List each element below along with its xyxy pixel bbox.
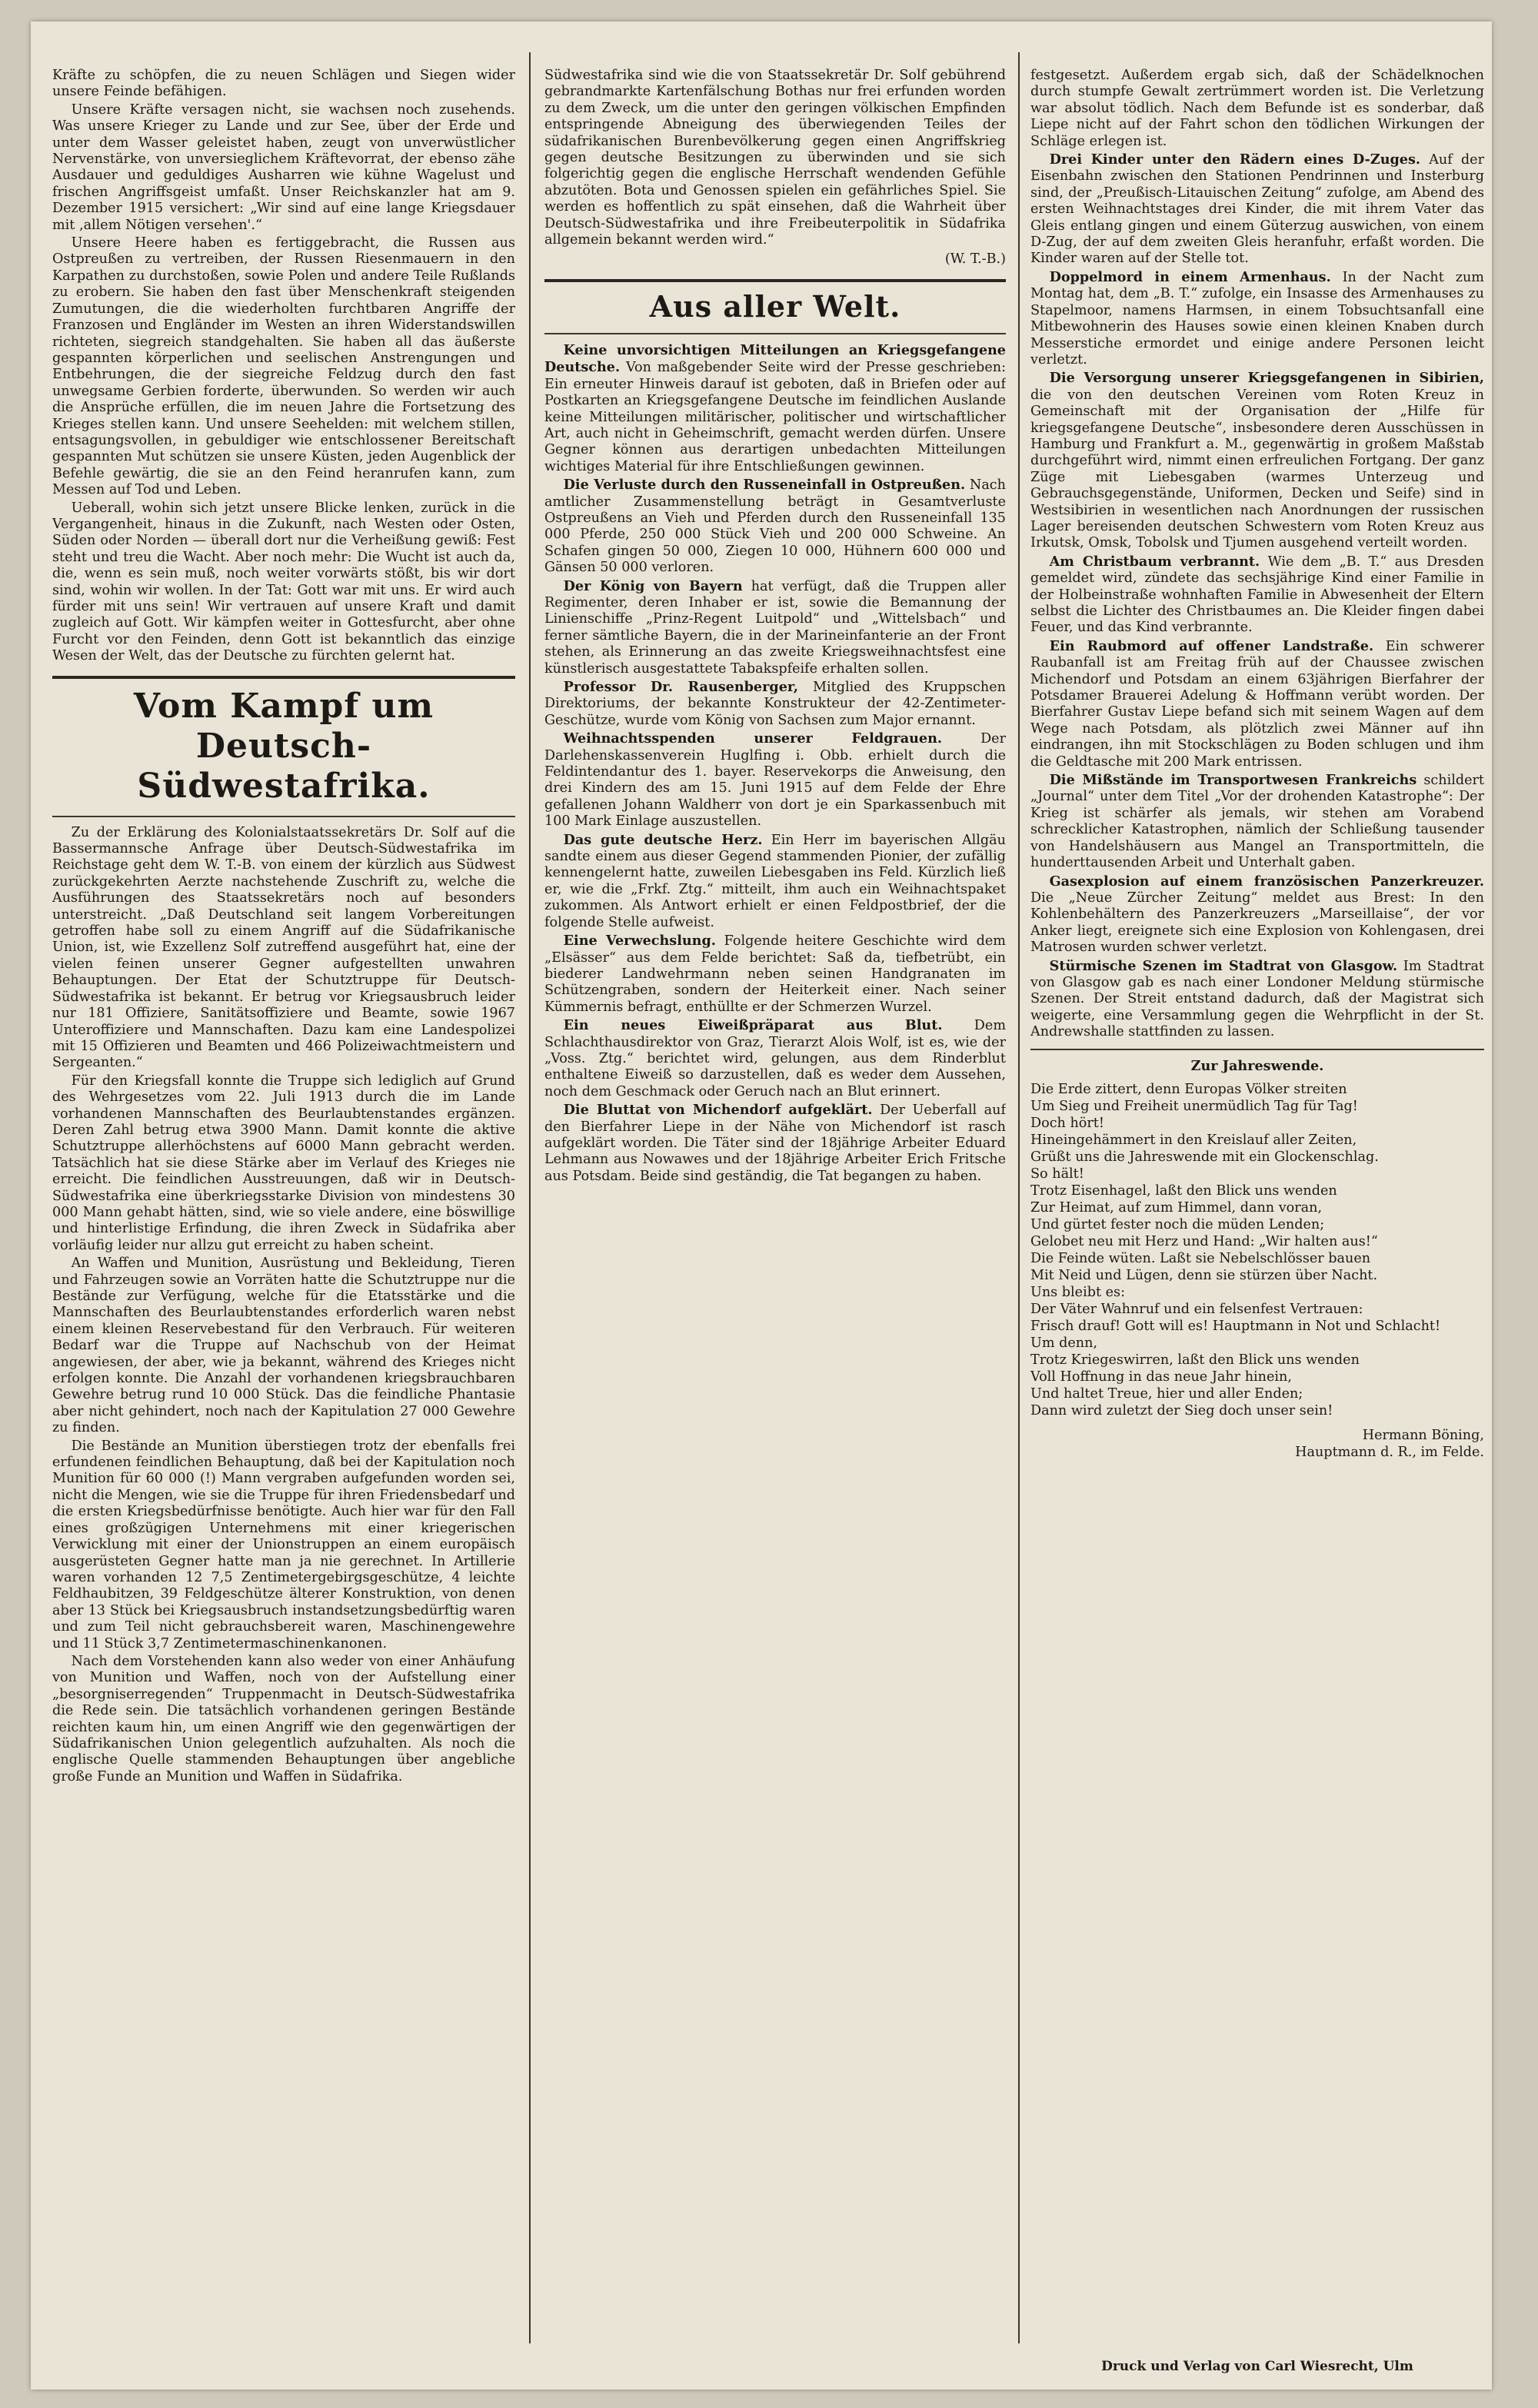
news-item [1030,269,1484,368]
news-item [544,477,1006,576]
item-body: Ein Herr im bayerischen Allgäu sandte einem aus dieser Gegend stammenden Pionier, der zufällig kennengelernt hatte, zuweilen Liebesgaben ins Feld. Kürzlich ließ er, wie die „Frkf. Ztg.“ mitteilt, ihm auch ein Weihnachtspaket zukommen. Als Antwort erhielt er einen Feldpostbrief, der die folgende Stelle aufweist. [544,832,1006,930]
item-title: Eine Verwechslung. [563,933,716,950]
news-item [544,679,1006,729]
item-title: Ein Raubmord auf offener Landstraße. [1049,637,1374,654]
item-body: Der Darlehenskassenverein Huglfing i. Obb. erhielt durch die Feldintendantur des 1. bayer. Reservekorps die Anweisung, den drei Kindern des am 15. Juni 1915 auf dem Felde der Ehre gefallenen Johann Waldherr von dort je ein Sparkassenbuch mit 100 Mark Einlage auszustellen. [544,731,1006,830]
news-item [544,832,1006,931]
right-column [1030,68,1484,2320]
item-title: Am Christbaum verbrannt. [1049,553,1260,570]
news-item [1030,151,1484,268]
item-body: Wie dem „B. T.“ aus Dresden gemeldet wird, zündete das sechsjährige Kind einer Familie in der Holbeinstraße wohnhaften Familie in Abwesenheit der Eltern selbst die Lichter des Christbaumes an. Die Kleider fingen dabei Feuer, und das Kind verbrannte. [1030,554,1484,636]
section-divider [1030,1049,1484,1050]
article-text: An Waffen und Munition, Ausrüstung und Bekleidung, Tieren und Fahrzeugen sowie an Vorräten hatte die Schutztruppe nur die Bestände zur Verfügung, welche für die Etatsstärke und die Mannschaften des Beurlaubtenstandes erforderlich waren nebst einem kleinen Reservebestand für den Verbrauch. Für weiteren Bedarf war die Truppe auf Nachschub von der Heimat angewiesen, der aber, wie ja bekannt, während des Krieges nicht erfolgen konnte. Die Anzahl der vorhandenen kriegsbrauchbaren Gewehre betrug rund 10 000 Stück. Das die feindliche Phantasie aber nicht gehindert, noch nach der Kapitulation 27 000 Gewehre zu finden. [52,1256,515,1436]
item-title: Drei Kinder unter den Rädern eines D-Zuges. [1049,151,1421,168]
item-title: Professor Dr. Rausenberger, [563,679,799,695]
column-rule [1018,52,1020,2343]
item-title: Die Versorgung unserer Kriegsgefangenen in Sibirien, [1049,370,1484,387]
news-item [1030,958,1484,1041]
section-divider [544,279,1006,282]
item-title: Doppelmord in einem Armenhaus. [1049,268,1331,285]
article-text: Zu der Erklärung des Kolonialstaatssekretärs Dr. Solf auf die Bassermannsche Anfrage über Deutsch-Südwestafrika im Reichstage geht dem W. T.-B. von einem der kürzlich aus Südwest zurückgekehrten Aerzte nachstehende Zuschrift zu, welche die Ausführungen des Staatssekretärs noch auf besonders unterstreicht. „Daß Deutschland seit langem Vorbereitungen getroffen habe soll zu einem Angriff auf die Südafrikanische Union, ist, wie Exzellenz Solf zutreffend ausgeführt hat, eine der vielen feinen unserer Gegner aufgestellten unwahren Behauptungen. Der Etat der Schutztruppe für Deutsch-Südwestafrika ist bekannt. Er betrug vor Kriegsausbruch leider nur 181 Offiziere, Sanitätsoffiziere und Beamte, sowie 1967 Unteroffiziere und Mannschaften. Dazu kam eine Landespolizei mit 15 Offizieren und Beamten und 466 Polizeiwachtmeistern und Sergeanten.“ [52,824,515,1071]
item-body: Folgende heitere Geschichte wird dem „Elsässer“ aus dem Felde berichtet: Saß da, tiefbetrübt, ein biederer Landwehrmann neben seinen Handgranaten im Schützengraben, sondern der Heiterkeit einer. Nach seiner Kümmernis befragt, enthüllte er der Schmerzen Wurzel. [544,933,1006,1015]
item-body: Mitglied des Kruppschen Direktoriums, der bekannte Konstrukteur der 42-Zentimeter-Geschütze, wurde vom König von Sachsen zum Major ernannt. [544,680,1006,728]
item-body: Nach amtlicher Zusammenstellung beträgt in Gesamtverluste Ostpreußens an Vieh und Pferden durch den Russeneinfall 135 000 Pferde, 250 000 Stück Vieh und 200 000 Schweine. An Schafen gingen 50 000, Ziegen 10 000, Hühnern 600 000 und Gänsen 50 000 verloren. [544,477,1006,576]
item-title: Ein neues Eiweißpräparat aus Blut. [563,1017,943,1034]
article-text: Unsere Kräfte versagen nicht, sie wachsen noch zusehends. Was unsere Krieger zu Lande und zur See, über der Erde und unter dem Wasser geleistet haben, zeugt von unverwüstlicher Nervenstärke, von unversieglichem Kräftevorrat, der ebenso zähe Ausdauer und geduldiges Ausharren wie kühne Wagelust und frischen Angriffsgeist umfaßt. Unser Reichskanzler hat am 9. Dezember 1915 versichert: „Wir sind auf eine lange Kriegsdauer mit ‚allem Nötigen versehen'.“ [52,101,515,233]
article-text: Für den Kriegsfall konnte die Truppe sich lediglich auf Grund des Wehrgesetzes vom 22. Juli 1913 durch die im Lande vorhandenen Mannschaften des Beurlaubtenstandes ergänzen. Deren Zahl betrug etwa 3900 Mann. Damit konnte die aktive Schutztruppe allerhöchstens auf 6000 Mann gebracht werden. Tatsächlich hat sie diese Stärke aber im Verlauf des Krieges nie erreicht. Die feindlichen Ausstreuungen, daß wir in Deutsch-Südwestafrika eine überkriegsstarke Division von mindestens 30 000 Mann gehabt hätten, sind, wie so viele andere, eine böswillige und hinterlistige Erfindung, die ihren Zweck in Südafrika aber vorläufig leider nur allzu gut erreicht zu haben scheint. [52,1073,515,1253]
poem [1030,1058,1484,1461]
news-item [544,1017,1006,1100]
headline-aus-aller-welt: Aus aller Welt. [649,288,901,324]
article-text: Ueberall, wohin sich jetzt unsere Blicke lenken, zurück in die Vergangenheit, hinaus in die Zukunft, nach Westen oder Osten, Süden oder Norden — überall dort nur die Verheißung gewiß: Fest steht und treu die Wacht. Aber noch mehr: Die Wucht ist auch da, die, wenn es sein muß, noch weiter vorwärts stößt, bis wir dort sind, wohin wir wollen. In der Tat: Gott war mit uns. Er wird auch fürder mit uns sein! Wir vertrauen auf unsere Kraft und damit zugleich auf Gott. Wir kämpfen weiter in Gottesfurcht, aber ohne Furcht vor den Feinden, denn Gott ist bekanntlich das einzige Wesen der Welt, das der Deutsche zu fürchten gelernt hat. [52,500,515,664]
item-title: Gasexplosion auf einem französischen Panzerkreuzer. [1049,873,1484,890]
article-text: Kräfte zu schöpfen, die zu neuen Schlägen und Siegen wider unsere Feinde befähigen. [52,68,515,100]
poem-text: Die Erde zittert, denn Europas Völker streiten Um Sieg und Freiheit unermüdlich Tag für Tag! Doch hört! Hineingehämmert in den Kreislauf aller Zeiten, Grüßt uns die Jahreswende mit ein Glockenschlag. So hält! Trotz Eisenhagel, laßt den Blick uns wenden Zur Heimat, auf zum Himmel, dann voran, Und gürtet fester noch die müden Lenden; Gelobet neu mit Herz und Hand: „Wir halten aus!“ Die Feinde wüten. Laßt sie Nebelschlösser bauen Mit Neid und Lügen, denn sie stürzen über Nacht. Uns bleibt es: Der Väter Wahnruf und ein felsenfest Vertrauen: Frisch drauf! Gott will es! Hauptmann in Not und Schlacht! Um denn, Trotz Kriegeswirren, laßt den Blick uns wenden Voll Hoffnung in das neue Jahr hinein, Und haltet Treue, hier und aller Enden; Dann wird zuletzt der Sieg doch unser sein! [1030,1081,1441,1419]
news-item [544,342,1006,475]
item-body: hat verfügt, daß die Truppen aller Regimenter, deren Inhaber er ist, sowie die Bemannung der Linienschiffe „Prinz-Regent Luitpold“ und „Wittelsbach“ und ferner sämtliche Bayern, die in der Marineinfanterie an der Front stehen, als Erinnerung an das zweite Kriegsweihnachtsfest eine künstlerisch ausgestattete Tabakspfeife erhalten sollen. [544,578,1006,677]
news-item [1030,772,1484,871]
article-text: festgesetzt. Außerdem ergab sich, daß der Schädelknochen durch stumpfe Gewalt zertrümmert worden ist. Die Verletzung war absolut tödlich. Nach dem Befunde ist es sonderbar, daß Liepe nicht auf der Fahrt schon den tödlichen Wirkungen der Schläge erlegen ist. [1030,68,1484,149]
item-body: Der Ueberfall auf den Bierfahrer Liepe in der Nähe von Michendorf ist rasch aufgeklärt worden. Die Täter sind der 18jährige Arbeiter Eduard Lehmann aus Nowawes und der 18jährige Arbeiter Erich Fritsche aus Potsdam. Beide sind geständig, die Tat begangen zu haben. [544,1103,1006,1184]
item-title: Die Bluttat von Michendorf aufgeklärt. [563,1102,873,1119]
article-text: Nach dem Vorstehenden kann also weder von einer Anhäufung von Munition und Waffen, noch von der Aufstellung einer „besorgniserregenden“ Truppenmacht in Deutsch-Südwestafrika die Rede sein. Die tatsächlich vorhandenen geringen Bestände reichten kaum hin, um einen Angriff wie den gegenwärtigen der Südafrikanischen Union gelegentlich aufzuhalten. Als noch die englische Quelle stammenden Behauptungen über angebliche große Funde an Munition und Waffen in Südafrika. [52,1653,515,1784]
news-item [1030,370,1484,551]
article-text: Die Bestände an Munition überstiegen trotz der ebenfalls frei erfundenen feindlichen Behauptung, daß bei der Kapitulation noch Munition für 60 000 (!) Mann vergraben aufgefunden worden sei, nicht die Mengen, wie sie die Truppe für ihren Friedensbedarf und die ersten Kriegsbedürfnisse benötigte. Auch hier war für den Fall eines großzügigen Unternehmens mit einer kriegerischen Verwicklung mit einer der Unionstruppen an einem europäisch ausgerüsteten Gegner hatte man ja nie gerechnet. In Artillerie waren vorhanden 12 7,5 Zentimetergebirgsgeschütze, 4 leichte Feldhaubitzen, 39 Feldgeschütze älterer Konstruktion, von denen aber 13 Stück bei Kriegsausbruch instandsetzungsbedürftig waren und zum Teil nicht gebrauchsbereit waren, Maschinengewehre und 11 Stück 3,7 Zentimetermaschinenkanonen. [52,1438,515,1651]
item-body: schildert „Journal“ unter dem Titel „Vor der drohenden Katastrophe“: Der Krieg ist schärfer als jemals, wir stehen am Vorabend schrecklicher Katastrophen, nämlich der Schließung tausender von Handelshäusern aus Mangel an Transportmitteln, die hunderttausenden Arbeit und Unterhalt gaben. [1030,773,1484,871]
news-item [1030,554,1484,637]
item-title: Keine unvorsichtigen Mitteilungen an Kriegsgefangene Deutsche. [544,341,1006,376]
imprint: Druck und Verlag von Carl Wiesrecht, Ulm [1101,2359,1413,2374]
column-rule [529,52,531,2343]
article-text: Unsere Heere haben es fertiggebracht, die Russen aus Ostpreußen zu vertreiben, der Russen Riesenmauern in den Karpathen zu durchstoßen, sowie Polen und andere Teile Rußlands zu erobern. Sie haben den fast über Menschenkraft steigenden Zumutungen, die die wiederholten furchtbaren Angriffe der Franzosen und Engländer im Westen an ihren Widerstandswillen richteten, siegreich standgehalten. Sie haben all das äußerste gespannten körperlichen und seelischen Anstrengungen und Entbehrungen, die der siegreiche Feldzug durch den fast unwegsame Gerbien forderte, überwunden. So werden wir auch die Ansprüche erfüllen, die im neuen Jahre die Fortsetzung des Krieges stellen kann. Und unsere Seehelden: mit welchem stillen, entsagungsvollen, in gebuldiger wie entschlossener Bereitschaft gespannten Mut schützen sie unsere Küsten, jeden Augenblick der Befehle gewärtig, die sie an den Feind heranrufen kann, zum Messen auf Tod und Leben. [52,235,515,498]
item-body: Auf der Eisenbahn zwischen den Stationen Pendrinnen und Insterburg sind, der „Preußisch-Litauischen Zeitung“ zufolge, am Abend des ersten Weihnachtstages drei Kinder, die mit ihrem Vater das Gleis entlang gingen und einem Güterzug auswichen, von einem D-Zug, der auf dem zweiten Gleis heranfuhr, erfaßt worden. Die Kinder waren auf der Stelle tot. [1030,152,1484,267]
news-item [544,933,1006,1016]
news-item [1030,638,1484,770]
middle-column [544,68,1006,2343]
poem-signature: Hermann Böning, Hauptmann d. R., im Felde. [1295,1427,1484,1460]
section-divider [52,816,515,817]
headline-suedwestafrika: Vom Kampf um Deutsch-Südwestafrika. [133,686,434,806]
item-body: Von maßgebender Seite wird der Presse geschrieben: Ein erneuter Hinweis darauf ist geboten, daß in Briefen oder auf Postkarten an Kriegsgefangene Deutsche im feindlichen Auslande keine Mitteilungen militärischer, politischer und wirtschaftlicher Art, auch nicht in Geheimschrift, gemacht werden dürfen. Unsere Gegner können aus derartigen unbedachten Mitteilungen wichtiges Material für ihre Entschließungen gewinnen. [544,360,1006,474]
item-body: In der Nacht zum Montag hat, dem „B. T.“ zufolge, ein Insasse des Armenhauses zu Stapelmoor, namens Harmsen, in einem Tobsuchtsanfall eine Mitbewohnerin des Hauses sowie einen kleinen Knaben durch Messerstiche ermordet und einige andere Personen leicht verletzt. [1030,269,1484,368]
source-byline: (W. T.-B.) [944,251,1006,268]
item-title: Die Mißstände im Transportwesen Frankreichs [1049,772,1417,789]
news-item [544,730,1006,830]
item-title: Der König von Bayern [563,577,743,594]
news-item [1030,873,1484,956]
item-title: Stürmische Szenen im Stadtrat von Glasgow. [1049,957,1398,974]
item-body: die von den deutschen Vereinen vom Roten Kreuz in Gemeinschaft mit der Organisation der „Hilfe für kriegsgefangene Deutsche“, insbesondere deren Ausschüssen in Hamburg und Frankfurt a. M., gegenwärtig in großem Maßstab durchgeführt wird, nimmt einen erfreulichen Fortgang. Der ganz Züge mit Liebesgaben (warmes Unterzeug und Gebrauchsgegenstände, Uniformen, Decken und Seife) sind in Westsibirien in wesentlichen nach Anordnungen der russischen Lager bereisenden deutschen Schwestern vom Roten Kreuz aus Irkutsk, Omsk, Tobolsk und Tjumen ausgehend verteilt worden. [1030,387,1484,551]
item-title: Die Verluste durch den Russeneinfall in Ostpreußen. [563,477,966,494]
news-item [544,578,1006,677]
article-text: Südwestafrika sind wie die von Staatssekretär Dr. Solf gebührend gebrandmarkte Kartenfälschung Bothas nur frei erfunden worden zu dem Zweck, um die unter den geringen völkischen Empfinden entspringende Abneigung des überwiegenden Teiles der südafrikanischen Burenbevölkerung gegen einen Angriffskrieg gegen deutsche Besitzungen zu überwinden und sie sich folgerichtig gegen die englische Herrschaft wendenden Gefühle abzutöten. Bota und Genossen spielen ein gefährliches Spiel. Sie werden es hoffentlich zu spät einsehen, daß die Wahrheit über Deutsch-Südwestafrika und ihre Freibeuterpolitik in Südafrika allgemein bekannt werden wird.“ [544,68,1006,248]
poem-title: Zur Jahreswende. [1190,1057,1324,1074]
section-divider [544,333,1006,334]
item-body: Dem Schlachthausdirektor von Graz, Tierarzt Alois Wolf, ist es, wie der „Voss. Ztg.“ berichtet wird, gelungen, aus dem Rinderblut enthaltene Eiweiß so darzustellen, daß es weder dem Aussehen, noch dem Geschmack oder Geruch nach an Blut erinnert. [544,1018,1006,1099]
item-title: Das gute deutsche Herz. [563,831,763,848]
item-body: Ein schwerer Raubanfall ist am Freitag früh auf der Chaussee zwischen Michendorf und Potsdam an einem 63jährigen Bierfahrer der Potsdamer Brauerei Adelung & Hoffmann verübt worden. Der Bierfahrer Gustav Liepe befand sich mit seinem Wagen auf dem Wege nach Potsdam, als plötzlich zwei Männer auf ihn eindrangen, ihn mit Stockschlägen zu Boden schlugen und ihm die Geldtasche mit 200 Mark entrissen. [1030,638,1484,770]
item-body: Im Stadtrat von Glasgow gab es nach einer Londoner Meldung stürmische Szenen. Der Streit entstand dadurch, daß der Magistrat sich weigerte, eine Versammlung gegen die Wehrpflicht in der St. Andrewshalle stattfinden zu lassen. [1030,958,1484,1040]
item-title: Weihnachtsspenden unserer Feldgrauen. [563,730,942,747]
item-body: Die „Neue Zürcher Zeitung“ meldet aus Brest: In den Kohlenbehältern des Panzerkreuzers „Marseillaise“, der vor Anker liegt, ereignete sich eine Explosion von Kohlengasen, drei Matrosen wurden schwer verletzt. [1030,890,1484,956]
newspaper-page [31,22,1492,2390]
news-item [544,1102,1006,1185]
section-divider [52,676,515,679]
left-column [52,68,515,2343]
